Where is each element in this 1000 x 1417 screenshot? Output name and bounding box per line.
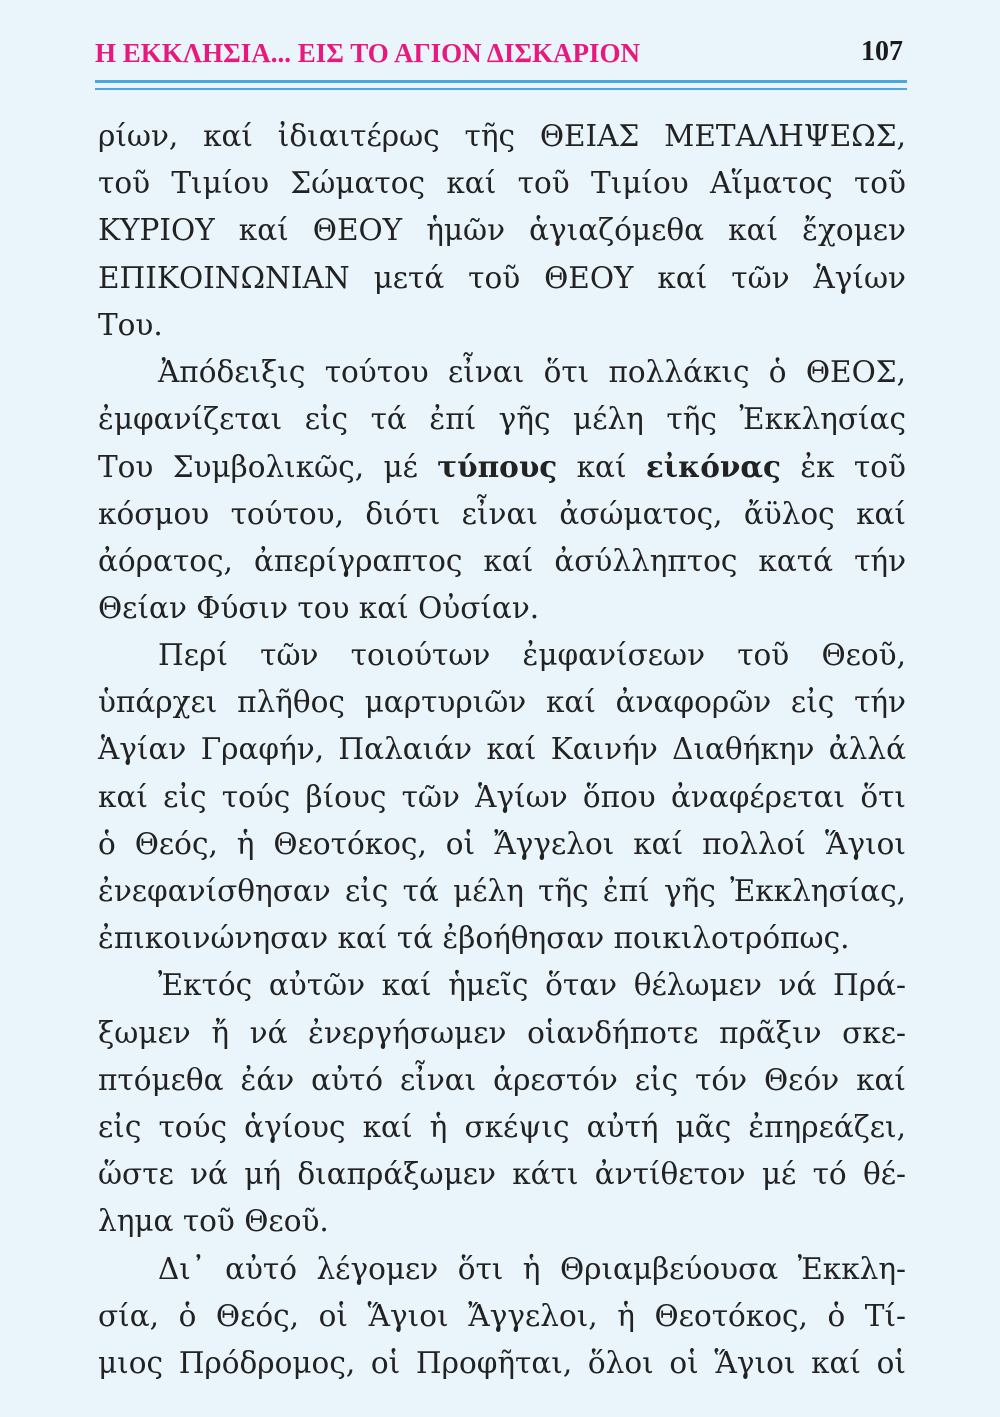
emphasis-eikonas: εἰκόνας [645, 449, 782, 485]
text-segment: Του Συμβολικῶς, μέ [98, 450, 418, 485]
page-header [95, 36, 907, 76]
text-line: Ἐκτός αὐτῶν καί ἡμεῖς ὅταν θέλωμεν νά Πρά- [158, 968, 906, 1003]
emphasis-typous: τύπους [437, 449, 558, 485]
header-rule-thin [95, 88, 907, 90]
text-line: κόσμου τούτου, διότι εἶναι ἀσώματος, ἄϋλος καί [98, 496, 906, 531]
text-line: Δι᾽ αὐτό λέγομεν ὅτι ἡ Θριαμβεύουσα Ἐκκλη- [158, 1251, 906, 1286]
text-line: τοῦ Τιμίου Σώματος καί τοῦ Τιμίου Αἵματος τοῦ [98, 166, 906, 201]
text-line: ἐνεφανίσθησαν εἰς τά μέλη τῆς ἐπί γῆς Ἐκκλησίας, [98, 874, 906, 908]
text-line: ὥστε νά μή διαπράξωμεν κάτι ἀντίθετον μέ τό θέ- [98, 1157, 906, 1192]
text-line: ὁ Θεός, ἡ Θεοτόκος, οἱ Ἄγγελοι καί πολλοί Ἅγιοι [98, 826, 906, 861]
text-line: Ἁγίαν Γραφήν, Παλαιάν καί Καινήν Διαθήκην ἀλλά [98, 732, 906, 767]
text-segment: καί [576, 450, 627, 485]
text-line-with-emphasis [98, 443, 906, 490]
text-segment: ἐκ τοῦ [800, 450, 906, 485]
text-line: Του. [98, 307, 163, 342]
text-line: εἰς τούς ἁγίους καί ἡ σκέψις αὐτή μᾶς ἐπηρεάζει, [98, 1109, 906, 1144]
text-line: καί εἰς τούς βίους τῶν Ἁγίων ὅπου ἀναφέρεται ὅτι [98, 779, 906, 814]
header-rule-thick [95, 80, 907, 83]
text-line: λημα τοῦ Θεοῦ. [98, 1204, 329, 1239]
body-text [98, 113, 906, 1387]
text-line: ἀόρατος, ἀπερίγραπτος καί ἀσύλληπτος κατά τήν [98, 543, 906, 578]
text-line: σία, ὁ Θεός, οἱ Ἅγιοι Ἄγγελοι, ἡ Θεοτόκος, ὁ Τί- [98, 1298, 906, 1333]
page-number: 107 [861, 36, 903, 67]
text-line: πτόμεθα ἐάν αὐτό εἶναι ἀρεστόν εἰς τόν Θεόν καί [98, 1062, 906, 1097]
text-line: Θείαν Φύσιν του καί Οὐσίαν. [98, 590, 540, 625]
running-title: Η ΕΚΚΛΗΣΙΑ... ΕΙΣ ΤΟ ΑΓΙΟΝ ΔΙΣΚΑΡΙΟΝ [95, 38, 641, 68]
text-line: ἐμφανίζεται εἰς τά ἐπί γῆς μέλη τῆς Ἐκκλησίας [98, 402, 906, 437]
text-line: ὑπάρχει πλῆθος μαρτυριῶν καί ἀναφορῶν εἰς τήν [98, 685, 906, 720]
text-line: Ἀπόδειξις τούτου εἶναι ὅτι πολλάκις ὁ ΘΕΟΣ, [158, 354, 906, 389]
text-line: Περί τῶν τοιούτων ἐμφανίσεων τοῦ Θεοῦ, [158, 638, 906, 673]
text-line: ΚΥΡΙΟΥ καί ΘΕΟΥ ἡμῶν ἁγιαζόμεθα καί ἔχομεν [98, 213, 906, 248]
text-line: ἐπικοινώνησαν καί τά ἐβοήθησαν ποικιλοτρόπως. [98, 921, 850, 956]
text-line: ΕΠΙΚΟΙΝΩΝΙΑΝ μετά τοῦ ΘΕΟΥ καί τῶν Ἁγίων [98, 260, 906, 295]
text-line: ξωμεν ἤ νά ἐνεργήσωμεν οἱανδήποτε πρᾶξιν σκε- [98, 1015, 906, 1050]
text-line: ρίων, καί ἰδιαιτέρως τῆς ΘΕΙΑΣ ΜΕΤΑΛΗΨΕΩΣ, [98, 119, 906, 153]
text-line: μιος Πρόδρομος, οἱ Προφῆται, ὅλοι οἱ Ἅγιοι καί οἱ [98, 1345, 906, 1380]
